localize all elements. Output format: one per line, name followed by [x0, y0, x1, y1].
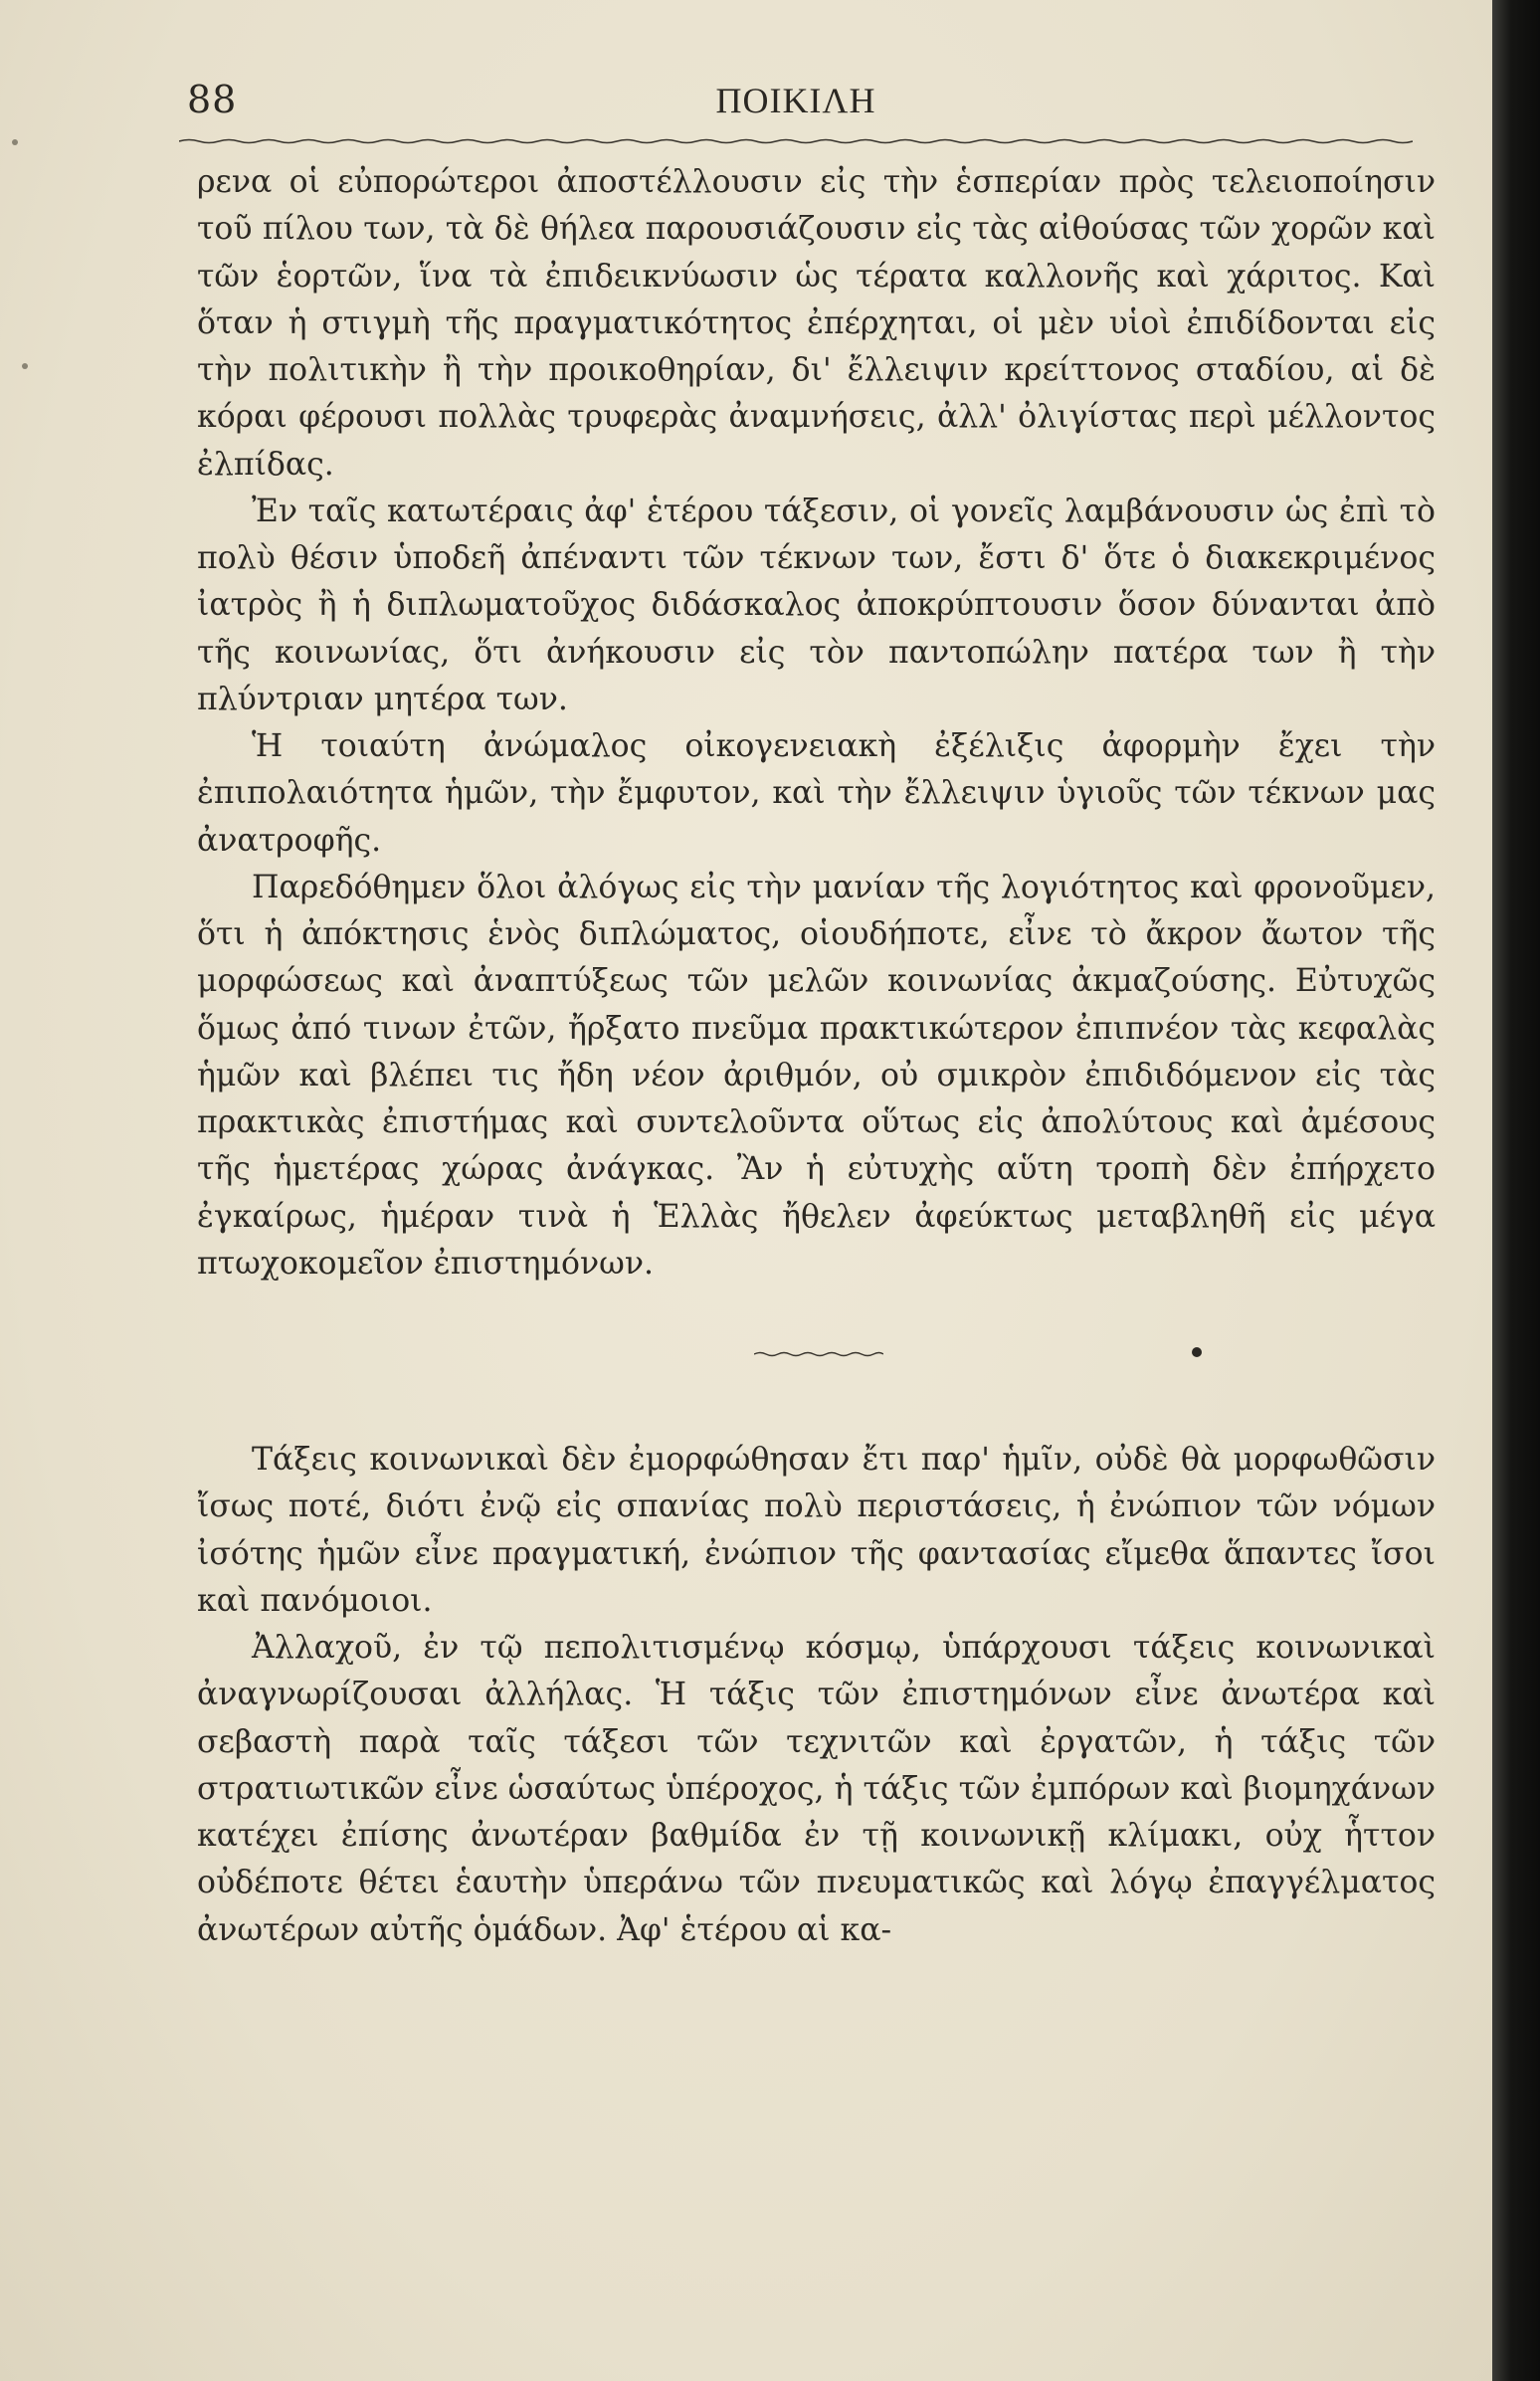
page-number: 88	[187, 78, 238, 121]
body-text	[197, 159, 1436, 1954]
running-head: ΠΟΙΚΙΛΗ	[715, 81, 876, 120]
separator-dot	[1192, 1347, 1202, 1357]
scan-edge-shadow	[1492, 0, 1540, 2381]
page-header	[179, 68, 1413, 137]
paper-speck	[22, 363, 28, 369]
paragraph: Ἐν ταῖς κατωτέραις ἀφ' ἑτέρου τάξεσιν, οἱ γονεῖς λαμβάνουσιν ὡς ἐπὶ τὸ πολὺ θέσιν ὑποδεῆ ἀπέναντι τῶν τέκνων των, ἔστι δ' ὅτε ὁ διακεκριμένος ἰατρὸς ἢ ἡ διπλωματοῦχος διδάσκαλος ἀποκρύπτουσιν ὅσον δύνανται ἀπὸ τῆς κοινωνίας, ὅτι ἀνήκουσιν εἰς τὸν παντοπώλην πατέρα των ἢ τὴν πλύντριαν μητέρα των.	[197, 493, 1436, 717]
paragraph: Ἡ τοιαύτη ἀνώμαλος οἰκογενειακὴ ἐξέλιξις ἀφορμὴν ἔχει τὴν ἐπιπολαιότητα ἡμῶν, τὴν ἔμφυτον, καὶ τὴν ἔλλειψιν ὑγιοῦς τῶν τέκνων μας ἀνατροφῆς.	[197, 728, 1436, 859]
paper-speck	[12, 139, 18, 145]
paragraph: Παρεδόθημεν ὅλοι ἀλόγως εἰς τὴν μανίαν τῆς λογιότητος καὶ φρονοῦμεν, ὅτι ἡ ἀπόκτησις ἑνὸς διπλώματος, οἱουδήποτε, εἶνε τὸ ἄκρον ἄωτον τῆς μορφώσεως καὶ ἀναπτύξεως τῶν μελῶν κοινωνίας ἀκμαζούσης. Εὐτυχῶς ὅμως ἀπό τινων ἐτῶν, ἤρξατο πνεῦμα πρακτικώτερον ἐπιπνέον τὰς κεφαλὰς ἡμῶν καὶ βλέπει τις ἤδη νέον ἀριθμόν, οὐ σμικρὸν ἐπιδιδόμενον εἰς τὰς πρακτικὰς ἐπιστήμας καὶ συντελοῦντα οὕτως εἰς ἀπολύτους καὶ ἀμέσους τῆς ἡμετέρας χώρας ἀνάγκας. Ἂν ἡ εὐτυχὴς αὕτη τροπὴ δὲν ἐπήρχετο ἐγκαίρως, ἡμέραν τινὰ ἡ Ἑλλὰς ἤθελεν ἀφεύκτως μεταβληθῆ εἰς μέγα πτωχοκομεῖον ἐπιστημόνων.	[197, 869, 1436, 1282]
separator-rule	[754, 1349, 883, 1359]
paragraph: Ἀλλαχοῦ, ἐν τῷ πεπολιτισμένῳ κόσμῳ, ὑπάρχουσι τάξεις κοινωνικαὶ ἀναγνωρίζουσαι ἀλλήλας. Ἡ τάξις τῶν ἐπιστημόνων εἶνε ἀνωτέρα καὶ σεβαστὴ παρὰ ταῖς τάξεσι τῶν τεχνιτῶν καὶ ἐργατῶν, ἡ τάξις τῶν στρατιωτικῶν εἶνε ὡσαύτως ὑπέροχος, ἡ τάξις τῶν ἐμπόρων καὶ βιομηχάνων κατέχει ἐπίσης ἀνωτέραν βαθμίδα ἐν τῇ κοινωνικῇ κλίμακι, οὐχ ἧττον οὐδέποτε θέτει ἑαυτὴν ὑπεράνω τῶν πνευματικῶς καὶ λόγῳ ἐπαγγέλματος ἀνωτέρων αὐτῆς ὁμάδων. Ἀφ' ἑτέρου αἱ κα-	[197, 1630, 1436, 1948]
section-separator	[197, 1288, 1436, 1437]
paragraph: Τάξεις κοινωνικαὶ δὲν ἐμορφώθησαν ἔτι παρ' ἡμῖν, οὐδὲ θὰ μορφωθῶσιν ἴσως ποτέ, διότι ἐνῷ εἰς σπανίας πολὺ περιστάσεις, ἡ ἐνώπιον τῶν νόμων ἰσότης ἡμῶν εἶνε πραγματική, ἐνώπιον τῆς φαντασίας εἴμεθα ἅπαντες ἴσοι καὶ πανόμοιοι.	[197, 1442, 1436, 1619]
paragraph-continuation: ρενα οἱ εὐπορώτεροι ἀποστέλλουσιν εἰς τὴν ἑσπερίαν πρὸς τελειοποίησιν τοῦ πίλου των, τὰ δὲ θήλεα παρουσιάζουσιν εἰς τὰς αἰθούσας τῶν χορῶν καὶ τῶν ἑορτῶν, ἵνα τὰ ἐπιδεικνύωσιν ὡς τέρατα καλλονῆς καὶ χάριτος. Καὶ ὅταν ἡ στιγμὴ τῆς πραγματικότητος ἐπέρχηται, οἱ μὲν υἱοὶ ἐπιδίδονται εἰς τὴν πολιτικὴν ἢ τὴν προικοθηρίαν, δι' ἔλλειψιν κρείττονος σταδίου, αἱ δὲ κόραι φέρουσι πολλὰς τρυφερὰς ἀναμνήσεις, ἀλλ' ὀλιγίστας περὶ μέλλοντος ἐλπίδας.	[197, 164, 1436, 483]
header-rule	[179, 137, 1413, 147]
